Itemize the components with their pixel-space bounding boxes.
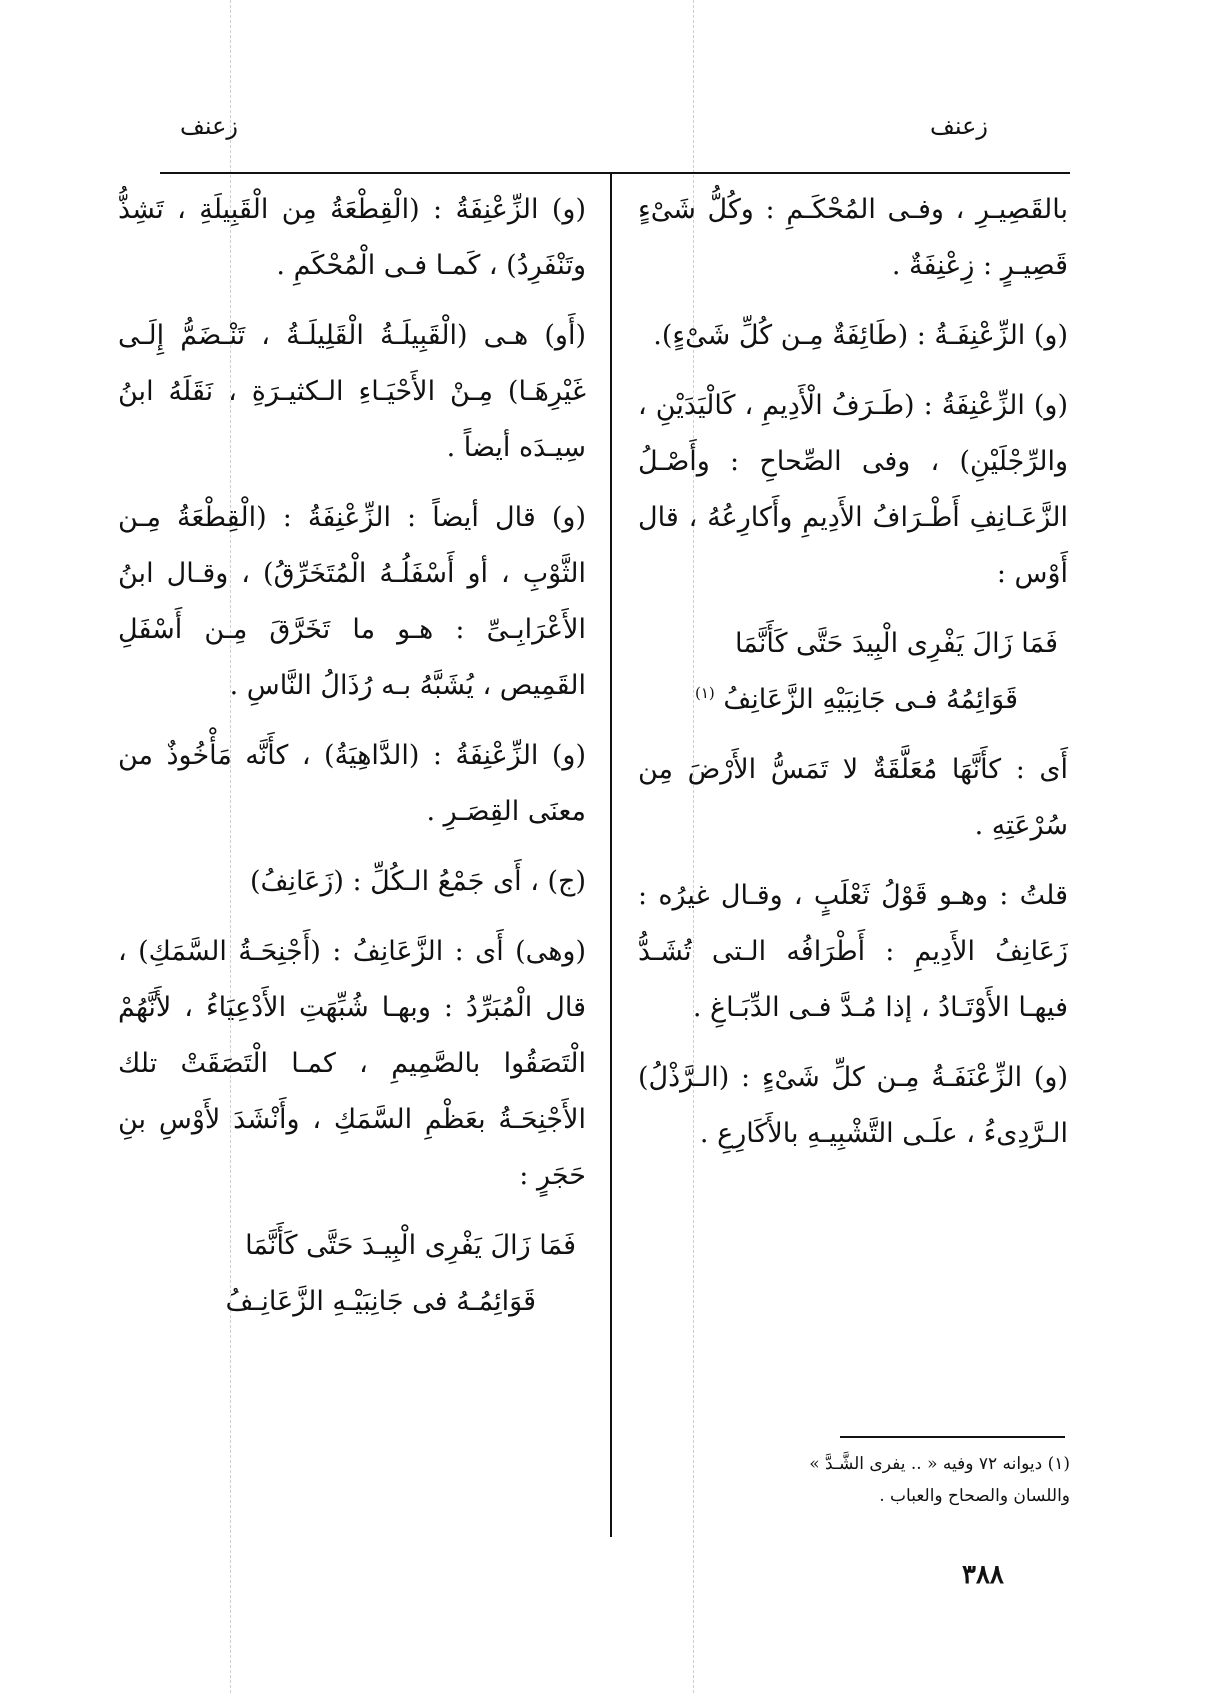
running-header-right: زعنف xyxy=(930,112,988,140)
poetry-verse xyxy=(638,616,1068,728)
paragraph: (و) الزِّعْنِفَةُ : (الْقِطْعَةُ مِن الْقَبِيلَةِ ، تَشِذُّ وتَنْفَرِدُ) ، كَمـا فـى الْمُحْكَمِ . xyxy=(118,194,586,281)
right-column xyxy=(638,182,1068,1176)
poetry-verse xyxy=(118,1218,586,1330)
footnote-line: (١) ديوانه ٧٢ وفيه « .. يفرى الشَّـدَّ » xyxy=(809,1454,1070,1474)
running-header-left: زعنف xyxy=(180,112,238,140)
verse-line: فَمَا زَالَ يَفْرِى الْبِيدَ حَتَّى كَأَنَّمَا xyxy=(735,628,1058,659)
header-rule xyxy=(160,172,1070,174)
verse-line: فَمَا زَالَ يَفْرِى الْبِيـدَ حَتَّى كَأَنَّمَا xyxy=(245,1230,576,1261)
verse-line xyxy=(638,672,1058,728)
paragraph: قلتُ : وهـو قَوْلُ ثَعْلَبٍ ، وقـال غيرُه : زَعَانِفُ الأَدِيمِ : أَطْرَافُه الـتى تُشَـدُّ فيهـا الأَوْتَـادُ ، إذا مُـدَّ فـى الدِّبَـاغِ . xyxy=(638,880,1068,1023)
left-column xyxy=(118,182,586,1344)
footnote-reference: (١) xyxy=(694,684,715,702)
footnote xyxy=(640,1448,1070,1512)
paragraph: بالقَصِيـرِ ، وفـى المُحْكَـمِ : وكُلُّ شَىْءٍ قَصِيـرٍ : زِعْنِفَةٌ . xyxy=(638,194,1068,281)
footnote-line: واللسان والصحاح والعباب . xyxy=(879,1486,1070,1506)
paragraph: (ج) ، أَى جَمْعُ الـكُلِّ : (زَعَانِفُ) xyxy=(249,866,586,897)
footnote-rule xyxy=(840,1436,1065,1438)
paragraph: (و) الزِّعْنَفَـةُ مِـن كلِّ شَىْءٍ : (الـرَّذْلُ) الـرَّدِىءُ ، علَـى التَّشْبِيـهِ بالأَكَارِعِ . xyxy=(638,1062,1068,1149)
paragraph: (و) قال أيضاً : الزِّعْنِفَةُ : (الْقِطْعَةُ مِـن الثَّوْبِ ، أو أَسْفَلُـهُ الْمُتَخَرِّقُ) ، وقـال ابنُ الأَعْرَابِـىِّ : هـو ما تَخَرَّقَ مِـن أَسْفَلِ القَمِيص ، يُشَبَّهُ بـه رُذَالُ النَّاسِ . xyxy=(118,502,586,701)
page-number: ٣٨٨ xyxy=(962,1560,1004,1590)
paragraph: (أَو) هـى (الْقَبِيلَـةُ الْقَلِيلَـةُ ، تَنْـضَمُّ إِلَـى غَيْرِهَـا) مِـنْ الأَحْيَـاءِ الـكثيـرَةِ ، نَقَلَهُ ابنُ سِيـدَه أيضاً . xyxy=(118,320,586,463)
verse-line-text: قَوَائِمُهُ فـى جَانِبَيْهِ الزَّعَانِفُ xyxy=(723,684,1018,715)
paragraph: أَى : كأَنَّهَا مُعَلَّقَةٌ لا تَمَسُّ الأَرْضَ مِن سُرْعَتِهِ . xyxy=(638,754,1068,841)
verse-line: قَوَائِمُـهُ فى جَانِبَيْـهِ الزَّعَانِـفُ xyxy=(225,1286,536,1317)
paragraph: (و) الزِّعْنِفَةُ : (طَـرَفُ الْأَدِيمِ ، كَالْيَدَيْنِ ، والرِّجْلَيْنِ) ، وفى الصِّحاحِ : وأَصْـلُ الزَّعَـانِفِ أَطْـرَافُ الأَدِيمِ وأَكارِعُهُ ، قال أَوْس : xyxy=(638,390,1068,589)
paragraph: (و) الزِّعْنِفَةُ : (الدَّاهِيَةُ) ، كأَنَّه مَأْخُوذٌ من معنَى القِصَـرِ . xyxy=(118,740,586,827)
paragraph: (و) الزِّعْنِفَـةُ : (طَائِفَةٌ مِـن كُلِّ شَىْءٍ). xyxy=(653,320,1068,351)
paragraph: (وهى) أَى : الزَّعَانِفُ : (أَجْنِحَـةُ السَّمَكِ) ، قال الْمُبَرِّدُ : وبهـا شُبِّهَتِ الأَدْعِيَاءُ ، لأَنَّهُمْ الْتَصَقُوا بالصَّمِيمِ ، كمـا الْتَصَقَتْ تلك الأَجْنِحَـةُ بعَظْمِ السَّمَكِ ، وأَنْشَدَ لأَوْسِ بنِ حَجَرٍ : xyxy=(118,936,586,1191)
column-divider xyxy=(610,172,612,1537)
